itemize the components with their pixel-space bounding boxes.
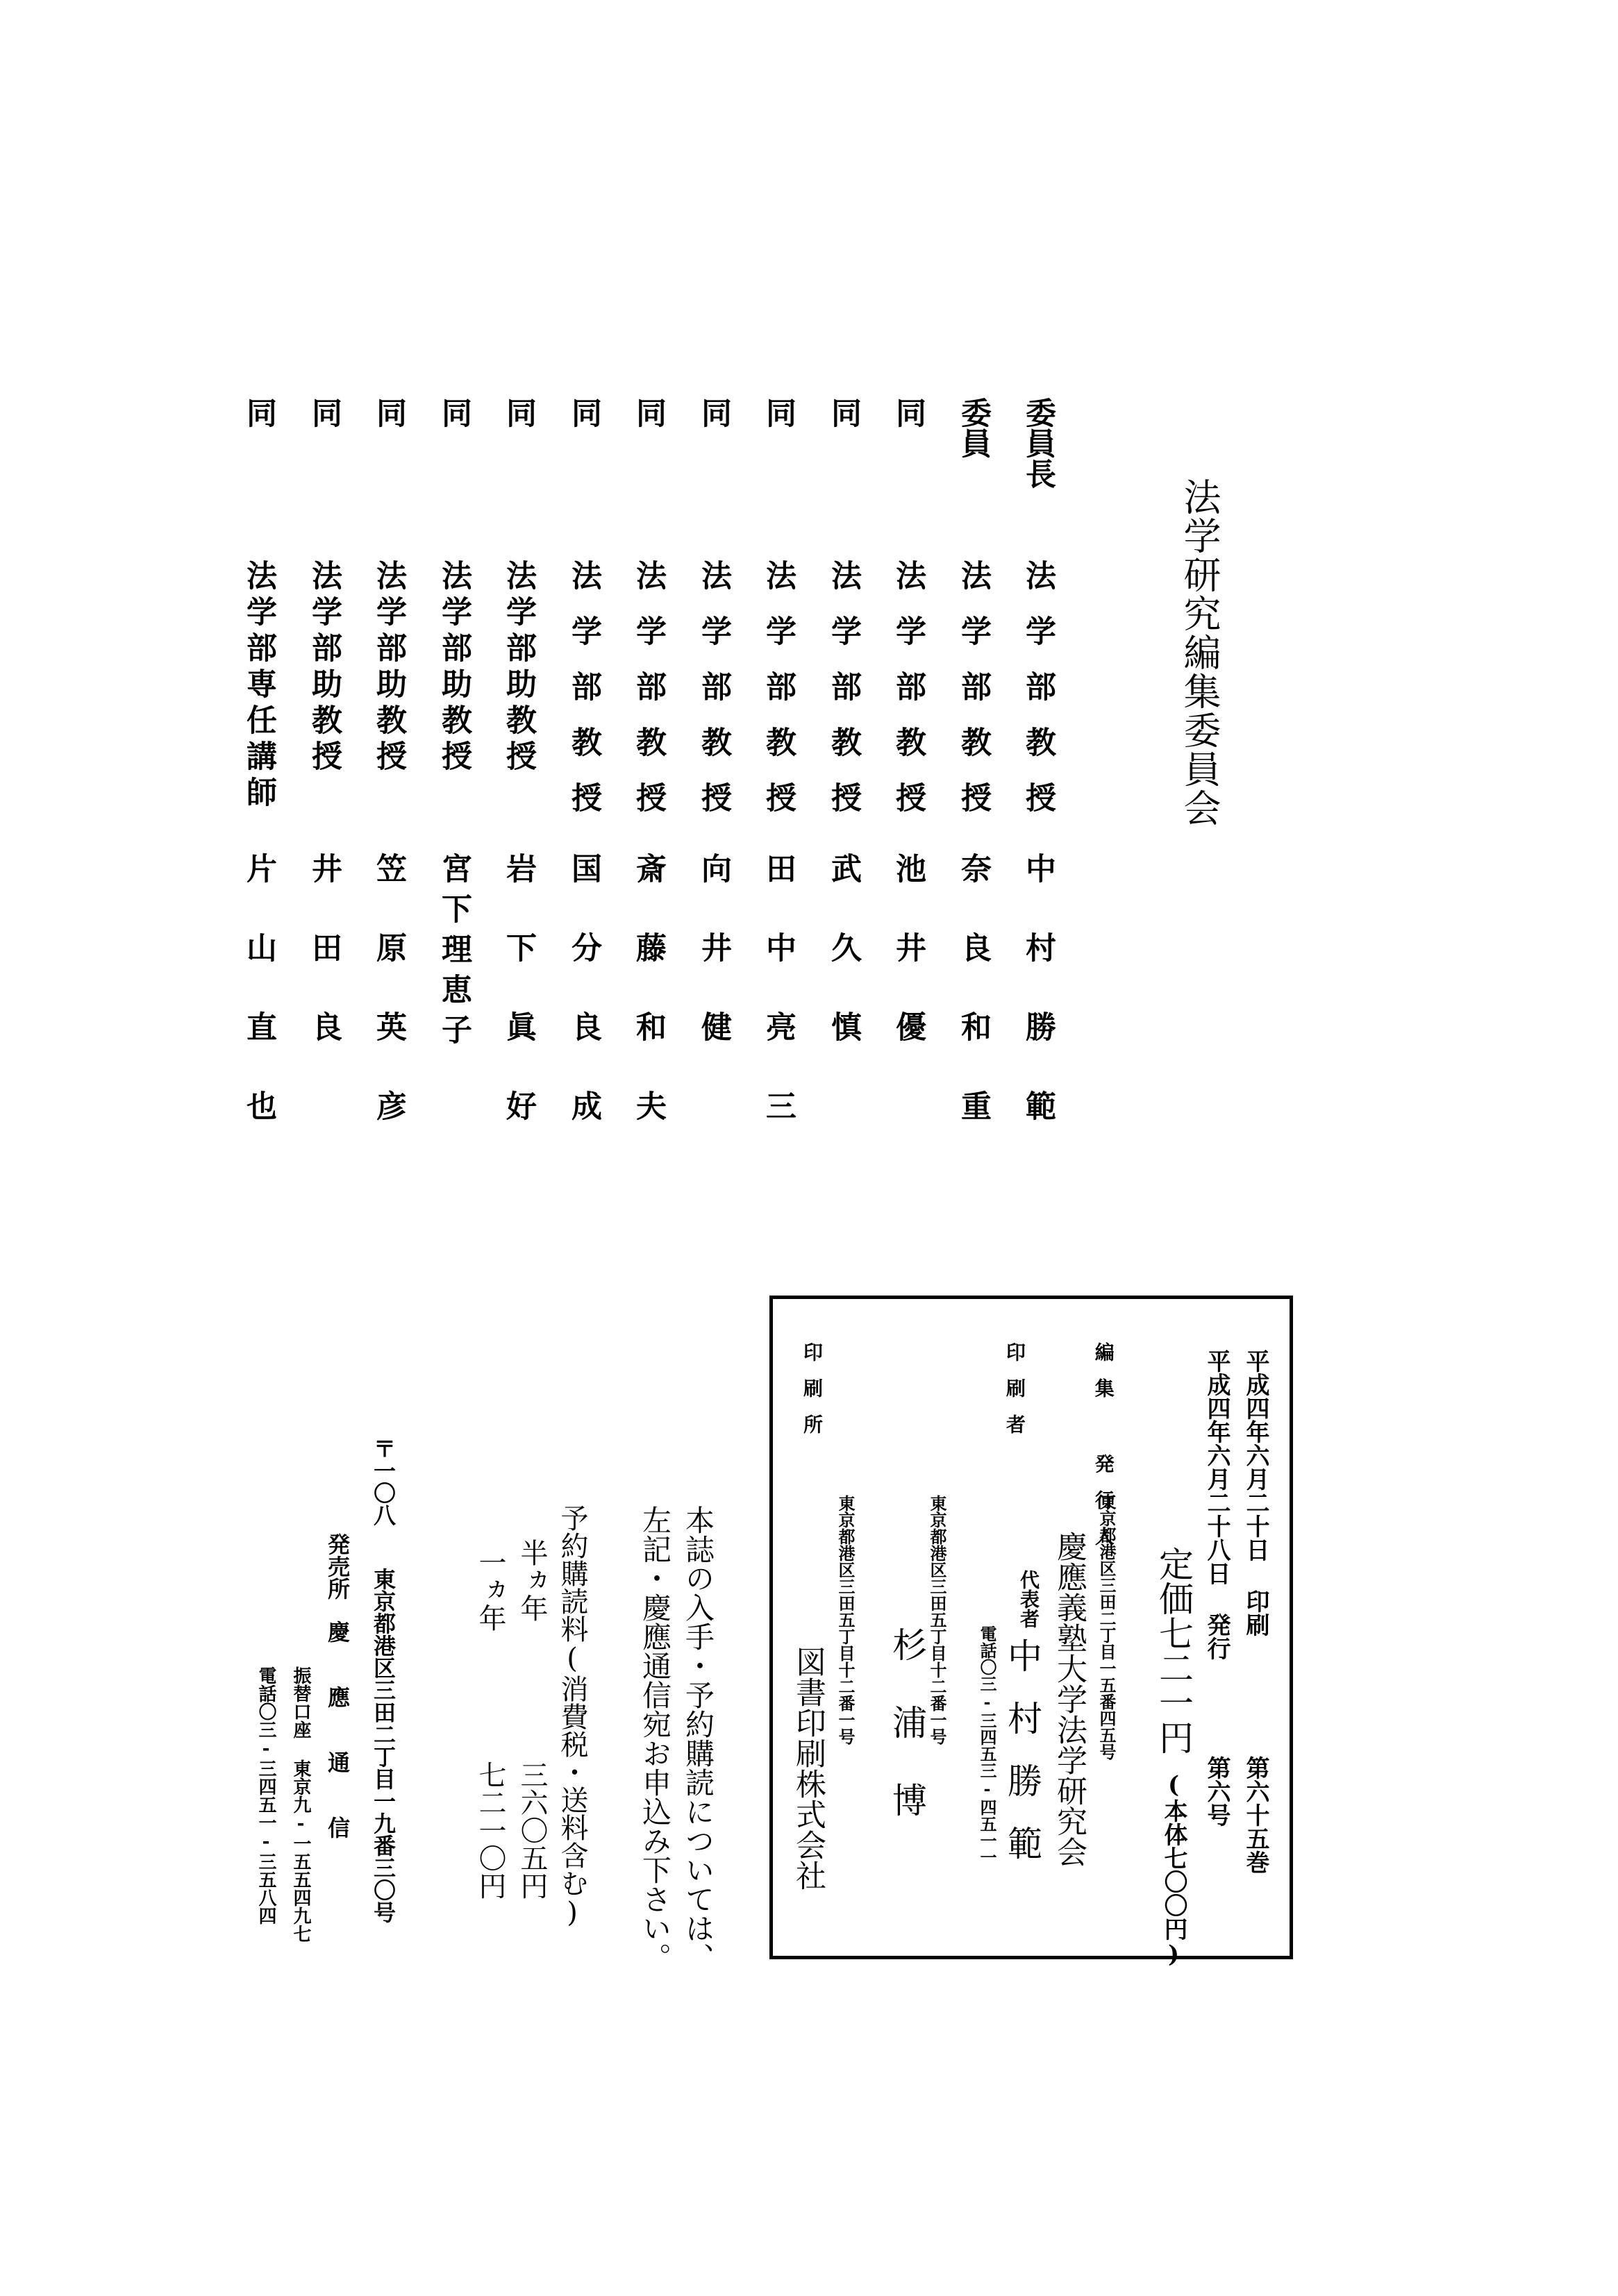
member-name: 池井優 [890, 853, 926, 1090]
sales-address: 東京都港区三田二丁目一九番三〇号 [370, 1568, 397, 1923]
rep-label: 代表者 [1017, 1570, 1040, 1628]
member-position: 法学部助教授 [436, 560, 472, 776]
member-name: 笠原英彦 [371, 853, 406, 1169]
member-role: 同 [371, 397, 406, 428]
editor-address: 東京都港区三田二丁目一五番四五号 [1096, 1493, 1117, 1760]
member-name: 斎藤和夫 [631, 853, 666, 1169]
issue-number: 第六号 [1203, 1756, 1231, 1827]
member-position: 法学部教授 [631, 560, 666, 837]
member-role: 同 [631, 397, 666, 428]
member-position: 法学部助教授 [371, 560, 406, 776]
member-position: 法学部教授 [1020, 560, 1056, 837]
print-date: 平成四年六月二十日 印刷 [1242, 1349, 1269, 1636]
member-name: 武久慎 [826, 853, 861, 1090]
price: 定価七二一円 [1153, 1546, 1194, 1754]
member-name: 田中亮三 [760, 853, 796, 1169]
rep-name: 中村勝範 [1002, 1638, 1042, 1888]
member-name: 向井健 [696, 853, 731, 1090]
sales-label: 発売所 [324, 1533, 351, 1600]
member-position: 法学部助教授 [501, 560, 536, 776]
note-line-1: 本誌の入手・予約購読については、 [681, 1505, 715, 1972]
member-position: 法学部教授 [826, 560, 861, 837]
member-name: 奈良和重 [956, 853, 991, 1169]
member-role: 同 [760, 397, 796, 428]
member-role: 同 [826, 397, 861, 428]
postal-code: 〒一〇八 [370, 1437, 397, 1526]
member-role: 同 [436, 397, 472, 428]
member-name: 岩下眞好 [501, 853, 536, 1169]
member-name: 片山直也 [241, 853, 276, 1169]
member-name: 井田良 [306, 853, 342, 1090]
member-position: 法学部教授 [956, 560, 991, 837]
volume: 第六十五巻 [1242, 1756, 1269, 1874]
one-year-price: 七二一〇円 [474, 1761, 506, 1900]
member-role: 同 [696, 397, 731, 428]
member-position: 法学部専任講師 [241, 560, 276, 812]
member-position: 法学部教授 [760, 560, 796, 837]
editor-tel: 電話〇三-三四五三-四五一一 [977, 1625, 997, 1866]
committee-title: 法学研究編集委員会 [1178, 478, 1221, 828]
member-role: 委員 [956, 397, 991, 458]
editor-org: 慶應義塾大学法学研究会 [1051, 1531, 1087, 1867]
member-position: 法学部教授 [696, 560, 731, 837]
half-year-label: 半ヵ年 [516, 1539, 548, 1622]
note-line-2: 左記・慶應通信宛お申込み下さい。 [638, 1505, 672, 1972]
furikae: 振替口座 東京九-一五五四九七 [290, 1666, 311, 1943]
colophon-box [769, 1296, 1293, 1968]
member-position: 法学部教授 [890, 560, 926, 837]
printer-name: 杉浦博 [887, 1627, 927, 1860]
member-position: 法学部助教授 [306, 560, 342, 776]
sales-tel: 電話〇三-三四五一-三五八四 [256, 1666, 276, 1925]
member-role: 同 [890, 397, 926, 428]
member-name: 中村勝範 [1020, 853, 1056, 1169]
member-role: 同 [306, 397, 342, 428]
publish-date: 平成四年六月二十八日 発行 [1203, 1349, 1231, 1660]
one-year-label: 一ヵ年 [474, 1548, 506, 1632]
member-name: 国分良成 [566, 853, 601, 1169]
printer-label: 印刷者 [1003, 1342, 1026, 1450]
member-role: 委員長 [1020, 397, 1056, 489]
member-role: 同 [501, 397, 536, 428]
sales-name: 慶應通信 [324, 1620, 351, 1882]
member-role: 同 [241, 397, 276, 428]
editor-label: 編集 発行人 [1092, 1342, 1115, 1562]
half-year-price: 三六〇五円 [516, 1761, 548, 1900]
price-note: (本体七〇〇円) [1160, 1771, 1187, 1968]
member-role: 同 [566, 397, 601, 428]
press-name: 図書印刷株式会社 [790, 1646, 826, 1891]
member-position: 法学部教授 [566, 560, 601, 837]
member-name: 宮下理恵子 [436, 853, 472, 1054]
press-label: 印刷所 [801, 1342, 824, 1450]
subscription-label: 予約購読料(消費税・送料含む) [556, 1504, 588, 1929]
press-address: 東京都港区三田五丁目十二番一号 [835, 1495, 856, 1745]
printer-address: 東京都港区三田五丁目十二番一号 [927, 1495, 947, 1745]
